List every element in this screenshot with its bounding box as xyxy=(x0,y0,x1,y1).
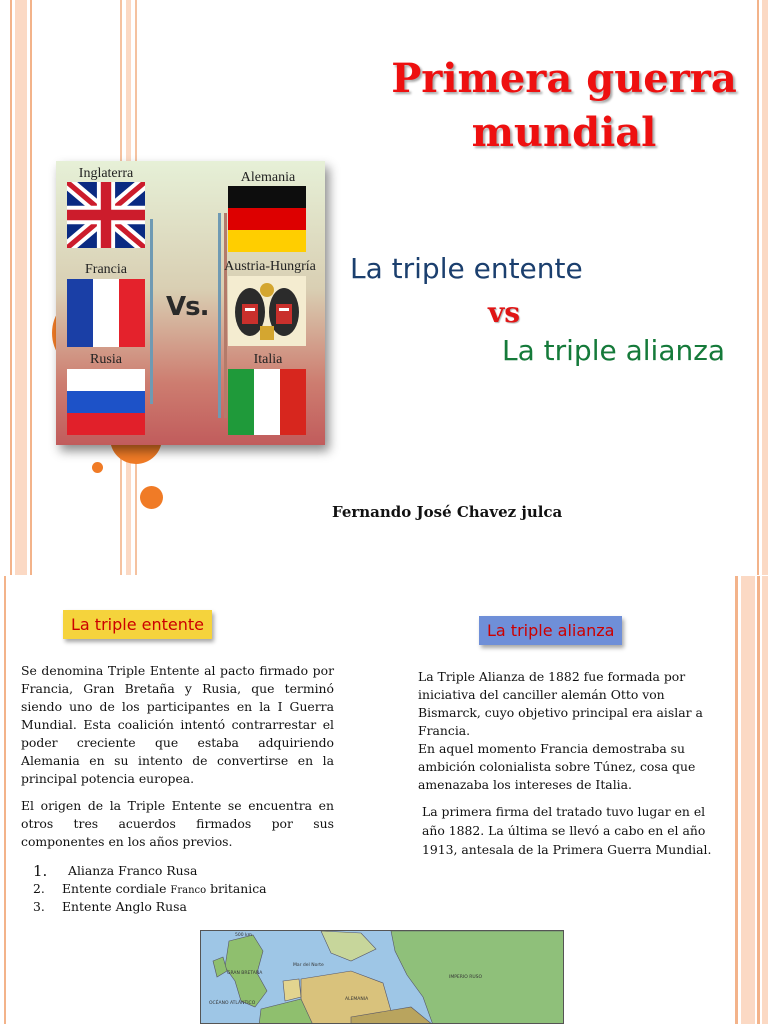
country-label-austria-hungria: Austria-Hungría xyxy=(224,259,316,274)
connector-line xyxy=(150,219,153,404)
list-number: 1. xyxy=(33,862,48,880)
country-label-alemania: Alemania xyxy=(240,170,296,185)
entente-origin: El origen de la Triple Entente se encuentra en otros tres acuerdos firmados por sus componentes en los años previos. xyxy=(21,798,334,849)
content-slide xyxy=(0,576,768,1024)
decorative-stripe xyxy=(757,576,760,1024)
label-triple-alianza: La triple alianza xyxy=(479,616,622,645)
list-text: britanica xyxy=(206,881,267,896)
list-item xyxy=(33,862,353,880)
decorative-circle xyxy=(140,486,163,509)
slide-title: Primera guerra mundial xyxy=(391,55,737,156)
agreements-list xyxy=(33,862,353,916)
country-label-rusia: Rusia xyxy=(90,352,122,367)
subtitle-vs: vs xyxy=(488,296,521,329)
map-scale-label: 500 km xyxy=(235,933,253,938)
decorative-stripe xyxy=(10,0,12,575)
france-flag-icon xyxy=(67,279,145,347)
list-text: Entente cordiale xyxy=(62,881,171,896)
country-label-inglaterra: Inglaterra xyxy=(78,166,134,181)
list-number: 3. xyxy=(33,899,45,914)
map-label: OCÉANO ATLÁNTICO xyxy=(209,1001,256,1006)
connector-line xyxy=(218,213,221,418)
decorative-stripe xyxy=(735,576,738,1024)
decorative-circle xyxy=(92,462,103,473)
flags-comparison-image xyxy=(56,161,325,445)
country-label-francia: Francia xyxy=(85,262,127,277)
decorative-stripe xyxy=(741,576,755,1024)
subtitle-triple-entente: La triple entente xyxy=(350,252,583,285)
italy-flag-icon xyxy=(228,369,306,435)
list-number: 2. xyxy=(33,881,45,896)
austria-hungary-coat-of-arms-icon xyxy=(228,276,306,346)
decorative-stripe xyxy=(15,0,27,575)
label-triple-entente: La triple entente xyxy=(63,610,212,639)
decorative-stripe xyxy=(30,0,32,575)
russia-flag-icon xyxy=(67,369,145,435)
decorative-stripe xyxy=(4,576,6,1024)
list-item xyxy=(33,880,353,898)
map-label: Mar del Norte xyxy=(293,963,324,968)
map-label: ALEMANIA xyxy=(345,997,369,1002)
list-text: Entente Anglo Rusa xyxy=(62,899,187,914)
list-text: Alianza Franco Rusa xyxy=(68,863,198,878)
uk-flag-icon xyxy=(67,182,145,248)
connector-line xyxy=(224,213,227,418)
entente-description: Se denomina Triple Entente al pacto firmado por Francia, Gran Bretaña y Rusia, que terminó siendo uno de los participantes en la I Guerra Mundial. Esta coalición intentó contrarrestar el poder creciente que estaba adquiriendo Alemania en su intento de convertirse en la principal potencia europea. xyxy=(21,663,334,786)
map-label: GRAN BRETAÑA xyxy=(227,971,263,976)
author-name: Fernando José Chavez julca xyxy=(332,503,563,521)
alianza-context: En aquel momento Francia demostraba su ambición colonialista sobre Túnez, cosa que amenazaba los intereses de Italia. xyxy=(418,741,696,792)
vs-label: Vs. xyxy=(166,292,209,322)
decorative-stripe xyxy=(762,576,768,1024)
alianza-treaty: La primera firma del tratado tuvo lugar en el año 1882. La última se llevó a cabo en el año 1913, antesala de la Primera Guerra Mundial. xyxy=(422,804,712,857)
germany-flag-icon xyxy=(228,186,306,252)
europe-map-image xyxy=(200,930,564,1024)
list-text-small: Franco xyxy=(170,885,207,896)
alianza-description: La Triple Alianza de 1882 fue formada por iniciativa del canciller alemán Otto von Bismarck, cuyo objetivo principal era aislar a Francia. xyxy=(418,669,703,738)
map-label: IMPERIO RUSO xyxy=(449,975,483,980)
country-label-italia: Italia xyxy=(253,352,283,367)
list-item xyxy=(33,898,353,916)
subtitle-triple-alianza: La triple alianza xyxy=(502,334,726,367)
